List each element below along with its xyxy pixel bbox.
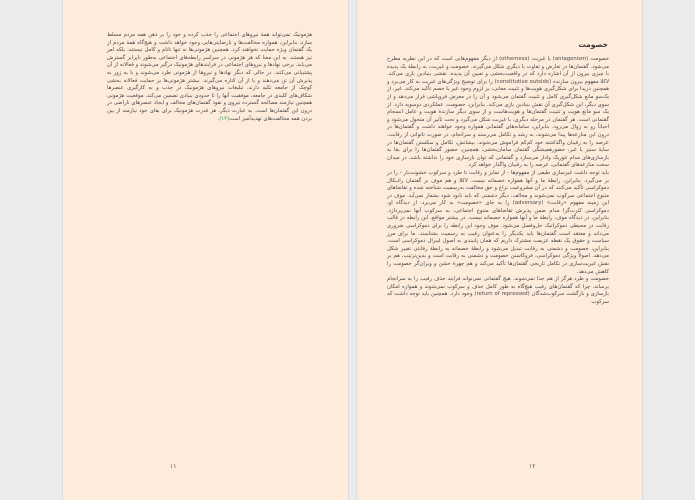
footnote-reference[interactable]: (۱۲) — [219, 115, 230, 122]
paragraph: خصومت (antagonism) با غیریت (otherness) از دیگر مفهوم‌هایی است که در این نظریه مطرح می‌شود. گفتمان‌ها در تعارض و تفاوت با دیگری شکل می‌گیرند. خصومت و غیریت، به رابطهٔ یک پدیده با چیزی بیرون از آن اشاره دارد که در واقعیت‌بخشی و تعیین آن پدیده، نقشی بنیادین بازی می‌کند. لاکلا مفهوم بیرون سازنده (constitutive outside) را برای توضیح ویژگی‌های غیریت به کار می‌برد و همچنین دریدا برای شکل‌گیری هویت‌ها و تثبیت معانی، بر لزوم وجود غیر یا خصم تأکید می‌کند. غیر، از یک‌سو مانع شکل‌گیری کامل و تثبیت گفتمان می‌شود و آن را در معرض فروپاشی قرار می‌دهد و از سوی دیگر، این شکل‌گیری آن نقش بنیادین بازی می‌کند. بنابراین، خصومت، عملکردی دوسویه دارد. از یک سو مانع هویت و تثبیت گفتمان‌ها و هویت‌هاست و از سوی دیگر سازندهٔ هویت و عامل انسجام گفتمانی است. هر گفتمان در مرحله دیگری، با غیریت شکل می‌گیرد و تحت تأثیر آن متحول می‌شود و احیاناً رو به زوال می‌رود. بنابراین، سامانه‌های گفتمانی همواره وجود خواهند داشت و گفتمان‌ها در درون این منازعه‌ها پیدا می‌شوند، به رشد و تکامل می‌رسند و سرانجام، در صورت ناتوانی از رقابت، عرصه را به رقیبان واگذاشته خود کم‌کم فراموش می‌شوند. بیشانش، تکامل و سکستن گفتمان‌ها در سایهٔ ستیز با غیر، حضورهمیشگی گفتمان سامان‌بخشی، همچنین، حضور گفتمان‌ها را برای بقا به بازسازی‌های مدام تئوریک وادار می‌سازد و گفتمانی که توان بازسازی خود را نداشته باشد، در میدان سخت منازعه‌های گفتمانی، عرصه را به رقیبان واگذار خواهد کرد. — [387, 56, 610, 169]
left-page — [63, 0, 348, 500]
paragraph: خصومت و طرد هرگز از هم جدا نمی‌شوند. هیچ گفتمانی نمی‌تواند فرایند حذف رقیب را به سرانجام برساند. چرا که گفتمان‌های رقیب هیچ‌گاه به طور کامل حذف و سرکوب نمی‌شوند و همواره امکان بازسازی و بازگشت سرکوب‌شدگان (return of repressed) وجود دارد. همچنین باید توجه داشت که سرکوب — [387, 276, 610, 305]
right-page — [357, 0, 642, 500]
left-page-paragraph: هژمونیک نمی‌تواند همهٔ نیروهای اجتماعی را جذب کرده و خود را بر ذهن همه مردم مسلط سازد، بنابراین، همواره مخالفت‌ها و نارضایتی‌هایی وجود خواهد داشت و هیچ‌گاه همهٔ مردم از یک گفتمان ویژه حمایت نخواهند کرد. همچنین هژمونی‌ها نه تنها ناتام و کامل نیستند، بلکه امر نیز هستند. به این معنا که هر هژمونی در سراسر رابطه‌های اجتماعی به‌طور ناپرابر گسترش می‌یابد. برخی نهادها و نیروهای اجتماعی در فرایندهای هژمونیک درگیر می‌شوند و فعالانه از آن پشتیبانی می‌کنند. در حالی که دیگر نهادها و نیروها از هژمونی طرد می‌شوند و با به زور به پذیرش آن تن می‌دهند و یا از آن کناره می‌گیرند. بیشتر هژمونی‌ها بر حمایت فعالانه بخشی کوچک از جامعه تکیه دارند. تبلیغات نیروهای هژمونیک در جذب و به کارگیری عنصرها شکاف‌های کلیدی در جامعه، موفقیت آنها را تا حدودی بنیادی تضمین می‌کند. موقعیت هژمونی همچنین نیازمند مصالحه گسترده نیروی و نفوذ گفتمان‌های مخالف و ایجاد عنصرهای ناراضی در درون این گفتمان‌ها است. به عبارت دیگر، هر قدرت هژمونیک برای بقای خود نیازمند از بین بردن همه مخالفت‌های تهدیدآمیز است(۱۲). — [107, 32, 312, 122]
paragraph: باید توجه داشت غیرسازی طیفی از مفهوم‌ها - از تمایز و رقابت تا طرد و سرکوب خشونت‌بار - را در بر می‌گیرد. بنابراین، رابطهٔ ما و آنها همواره خصمانه نیست. لاکلا و هم موف بر گفتمان رادیکال دموکراسی تأکید می‌کنند که در آن مشروعیت نزاع و حق مخالفت به‌رسمیت شناخته شده و تقاضاهای متنوع اجتماعی سرکوب نمی‌شوند و مخالف، دیگر دشمنی که باید نابود شود بشمار نمی‌آید. موف در این زمینه مفهوم «رقابت» (adversary) را به جای «خصومت» به کار می‌برد. از دیدگاه او، دموکراسی کثرت‌گرا مدام ضمن پذیرش تقاضاهای متنوع اجتماعی، به سرکوب آنها نمی‌پردازد. بنابراین، در دیدگاه موف، رابطهٔ ما و آنها همواره خصمانه نیست. در بیشتر مواقع، این رابطه در قالب رقابت در محیطی دموکراتیک حل‌وفصل می‌شود. موف وجود این رابطه را برای دموکراسی ضروری می‌داند و معتقد است گفتمان‌ها باید یکدیگر را به‌عنوان رقیب به رسمیت بشناسند. ما برای مرز سیاست و حقوق یک نقطه عزیمت مشترک داریم که همان پایبندی به اصول لیبرال دموکراسی است. بنابراین، خصومت و دشمنی به رقابت تبدیل می‌شود و رابطهٔ خصمانه به رابطهٔ رقابتی تغییر شکل می‌دهد. اصولاً ویژگی دموکراسی، فروکاستن خصومت و دشمنی به رقابت است و بدین‌ترتیب، هم بر نقش غیریت‌سازی در تکامل تاریخی گفتمان‌ها تأکید می‌کند و هم چهرهٔ خشن و ویران‌گر خصومت را کاهش می‌دهد. — [387, 169, 610, 275]
right-page-body — [387, 56, 609, 307]
page-number: ۱۲ — [529, 463, 536, 470]
section-heading: خصومت — [578, 40, 608, 49]
page-number: ۱۱ — [170, 463, 177, 470]
left-page-body — [107, 32, 312, 123]
